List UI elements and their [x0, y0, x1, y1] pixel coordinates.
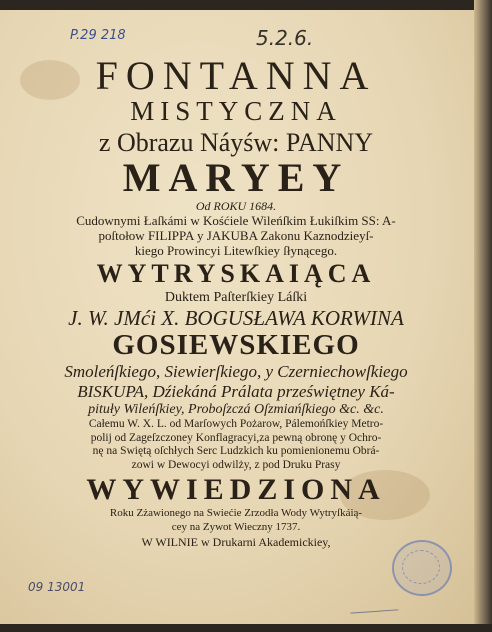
action-subline: Duktem Paſterſkiey Láſki: [164, 290, 308, 305]
author-line-1: J. W. JMći X. BOGUSŁAWA KORWINA: [68, 306, 404, 330]
title-block: [12, 44, 460, 548]
scan-border-right: [474, 0, 492, 632]
subtitle-line-1: Cudownymi Łaſkámi w Kośćiele Wileńſkim Łukiſkim SS: A-: [76, 213, 396, 228]
handwritten-signature: [350, 599, 399, 613]
body-line-3: nę na Swiętą oſchłych Serc Ludzkich ku pomienionemu Obrá-: [92, 445, 380, 457]
author-name: GOSIEWSKIEGO: [112, 329, 360, 361]
author-line-3: Smoleńſkiego, Siewierſkiego, y Czerniechowſkiego: [64, 362, 408, 381]
subtitle-line-2: poſtołow FILIPPA y JAKUBA Zakonu Kaznodzieyſ-: [98, 228, 374, 243]
scan-border-top: [0, 0, 492, 10]
title-year: Od ROKU 1684.: [195, 199, 277, 213]
imprint-line-2: cey na Zywot Wieczny 1737.: [171, 521, 301, 533]
subtitle-line-3: kiego Prowincyi Litewſkiey ſłynącego.: [134, 243, 338, 258]
shelfmark-annotation: P.29 218: [70, 28, 126, 43]
body-line-2: polij od Zageſzczoney Konflagracyi,za pewną obronę y Ochro-: [90, 431, 382, 444]
pencil-annotation: 5.2.6.: [256, 26, 314, 50]
body-line-4: zowi w Dewocyi odwilży, z pod Druku Prasy: [131, 458, 341, 471]
lower-annotation: 09 13001: [28, 580, 86, 594]
verb-heading: WYWIEDZIONA: [86, 473, 386, 506]
title-line-1: FONTANNA: [95, 53, 377, 98]
imprint-line-3: W WILNIE w Drukarni Akademickiey,: [141, 535, 331, 549]
title-line-4: MARYEY: [122, 155, 350, 200]
author-line-4: BISKUPA, Dźiekáná Prálata przeświętney Ká-: [77, 382, 395, 401]
imprint-line-1: Roku Zżawionego na Swiećie Zrzodła Wody Wytryſkáią-: [109, 507, 363, 519]
body-line-1: Całemu W. X. L. od Marſowych Pożarow, Pálemońſkiey Metro-: [88, 418, 384, 430]
library-stamp-ring: [402, 550, 440, 584]
action-heading: WYTRYSKAIĄCA: [96, 259, 376, 288]
author-line-5: pituły Wileńſkiey, Proboſzczá Oſzmiańſkiego &c. &c.: [88, 402, 384, 417]
title-line-2: MISTYCZNA: [130, 96, 342, 126]
title-line-3: z Obrazu Náyśw: PANNY: [98, 128, 374, 157]
library-stamp: [392, 540, 452, 596]
scan-border-bottom: [0, 624, 492, 632]
